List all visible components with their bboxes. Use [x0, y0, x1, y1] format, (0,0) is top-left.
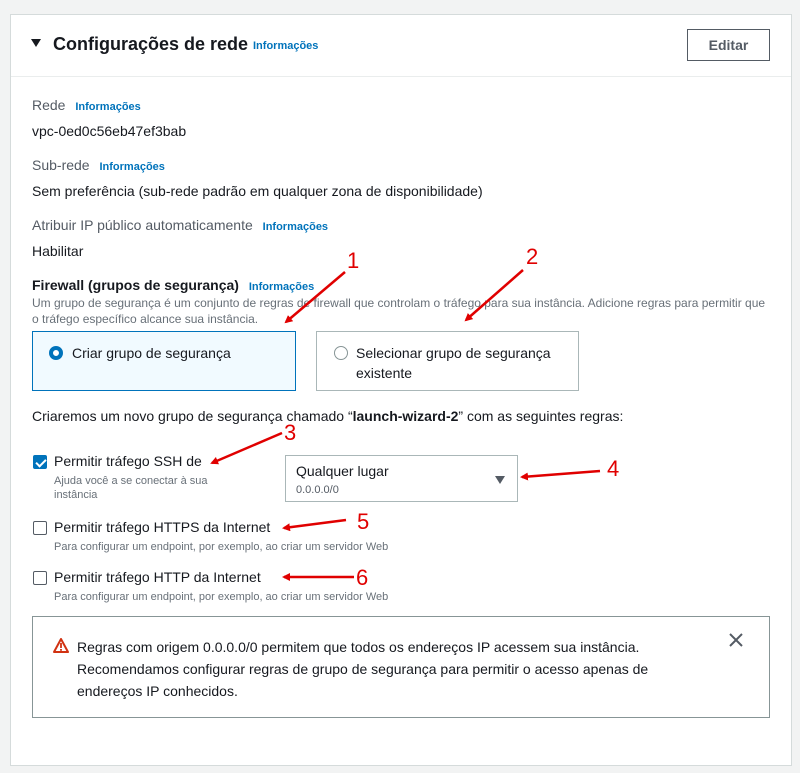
http-rule-label: Permitir tráfego HTTP da Internet	[54, 569, 261, 585]
intro-suffix: ” com as seguintes regras:	[458, 408, 624, 424]
http-rule-description: Para configurar um endpoint, por exemplo, ao criar um servidor Web	[54, 591, 389, 603]
subnet-value: Sem preferência (sub-rede padrão em qualquer zona de disponibilidade)	[32, 183, 483, 199]
annotation-number-1: 1	[347, 248, 360, 273]
section-info-link[interactable]: Informações	[253, 40, 319, 52]
https-rule-description: Para configurar um endpoint, por exemplo, ao criar um servidor Web	[54, 541, 389, 553]
public-ip-value: Habilitar	[32, 243, 84, 259]
annotation-arrow-1	[286, 272, 345, 322]
https-rule-label: Permitir tráfego HTTPS da Internet	[54, 519, 271, 535]
subnet-info-link[interactable]: Informações	[99, 161, 165, 173]
annotation-number-6: 6	[356, 565, 369, 590]
ssh-rule-label: Permitir tráfego SSH de	[54, 453, 202, 469]
ssh-rule-description: Ajuda você a se conectar à sua instância	[54, 475, 208, 501]
intro-group-name: launch-wizard-2	[352, 408, 459, 424]
edit-button[interactable]: Editar	[687, 29, 770, 61]
network-label-text: Rede	[32, 97, 66, 113]
ssh-source-cidr: 0.0.0.0/0	[296, 484, 339, 496]
annotation-arrow-2	[466, 270, 523, 320]
annotation-number-2: 2	[526, 244, 539, 269]
public-ip-info-link[interactable]: Informações	[262, 221, 329, 233]
warning-text: Regras com origem 0.0.0.0/0 permitem que todos os endereços IP acessem sua instância. Recomendamos configurar regras de grupo de segurança para permitir o acesso apenas de endereços IP conhecidos.	[77, 639, 649, 699]
annotation-number-3: 3	[284, 420, 297, 445]
annotation-arrow-3	[212, 433, 282, 463]
create-security-group-label: Criar grupo de segurança	[72, 345, 231, 361]
annotation-arrow-4	[522, 471, 600, 477]
select-existing-group-label: Selecionar grupo de segurança existente	[356, 345, 551, 381]
subnet-label-text: Sub-rede	[32, 157, 90, 173]
network-value: vpc-0ed0c56eb47ef3bab	[32, 123, 187, 139]
firewall-label-text: Firewall (grupos de segurança)	[32, 277, 239, 293]
section-title: Configurações de rede	[53, 34, 249, 54]
annotation-number-5: 5	[357, 509, 370, 534]
annotation-arrow-5	[284, 520, 346, 528]
firewall-info-link[interactable]: Informações	[248, 281, 315, 293]
annotation-arrows	[212, 270, 600, 577]
ssh-source-value: Qualquer lugar	[296, 463, 389, 479]
intro-prefix: Criaremos um novo grupo de segurança chamado “	[32, 408, 353, 424]
firewall-description: Um grupo de segurança é um conjunto de regras de firewall que controlam o tráfego para sua instância. Adicione regras para permitir que o tráfego específico alcance sua instância.	[32, 296, 766, 326]
network-info-link[interactable]: Informações	[75, 101, 141, 113]
public-ip-label-text: Atribuir IP público automaticamente	[32, 217, 253, 233]
annotation-number-4: 4	[607, 456, 620, 481]
